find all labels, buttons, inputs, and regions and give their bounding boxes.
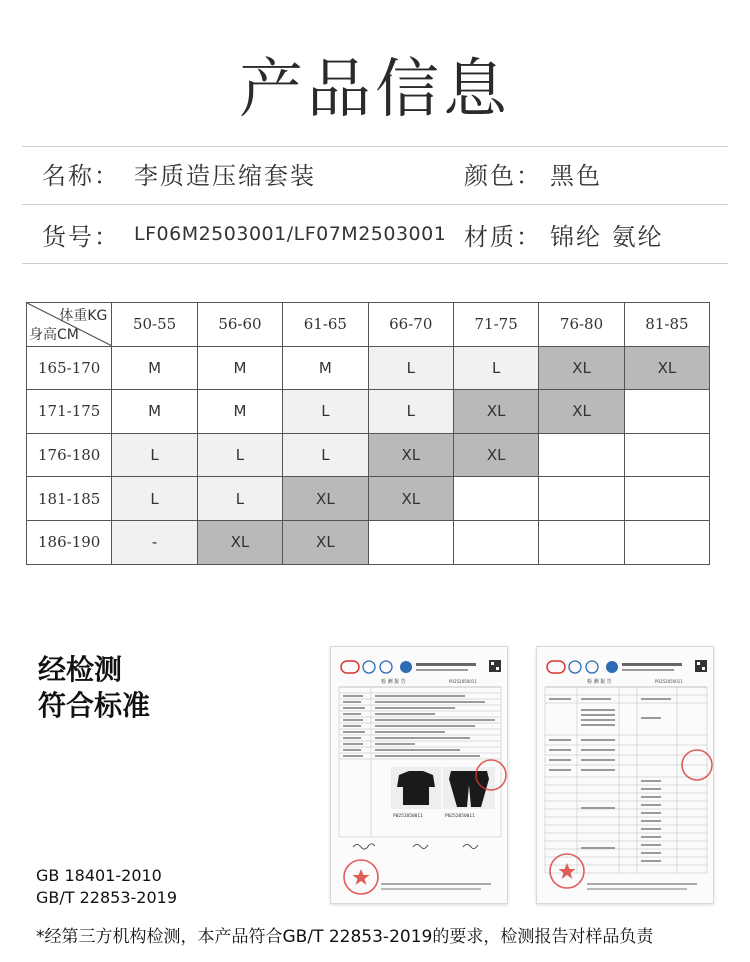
weight-header: 71-75 bbox=[453, 303, 538, 347]
size-cell bbox=[539, 520, 624, 564]
size-cell: L bbox=[197, 433, 282, 477]
test-report-page-1 bbox=[330, 646, 508, 904]
size-cell: M bbox=[197, 346, 282, 390]
cnas-logo-icon bbox=[586, 661, 598, 673]
size-cell: XL bbox=[453, 433, 538, 477]
weight-header: 76-80 bbox=[539, 303, 624, 347]
height-header: 181-185 bbox=[27, 477, 112, 521]
size-cell: M bbox=[112, 390, 197, 434]
test-report-page-2 bbox=[536, 646, 714, 904]
size-cell: L bbox=[283, 433, 368, 477]
size-cell bbox=[453, 477, 538, 521]
material-value: 锦纶 氨纶 bbox=[550, 222, 664, 251]
name-label: 名称： bbox=[42, 161, 120, 190]
size-cell: XL bbox=[368, 477, 453, 521]
size-cell: XL bbox=[624, 346, 709, 390]
size-cell: M bbox=[112, 346, 197, 390]
height-header: 165-170 bbox=[27, 346, 112, 390]
size-cell bbox=[539, 477, 624, 521]
certification-heading-line1: 经检测 bbox=[38, 653, 123, 686]
certification-heading bbox=[38, 652, 150, 724]
size-cell: M bbox=[283, 346, 368, 390]
info-row-2 bbox=[22, 205, 728, 263]
weight-axis-label: 体重KG bbox=[59, 308, 108, 324]
weight-header: 66-70 bbox=[368, 303, 453, 347]
size-table-row bbox=[27, 390, 710, 434]
sample-label-1b: P0252050011 bbox=[445, 814, 475, 819]
size-cell: L bbox=[197, 477, 282, 521]
size-cell bbox=[368, 520, 453, 564]
height-axis-label: 身高CM bbox=[29, 326, 79, 343]
size-cell: XL bbox=[283, 520, 368, 564]
cma-logo-icon bbox=[341, 661, 359, 673]
weight-header: 56-60 bbox=[197, 303, 282, 347]
height-header: 171-175 bbox=[27, 390, 112, 434]
qr-code-icon bbox=[695, 660, 707, 672]
certification-heading-line2: 符合标准 bbox=[38, 689, 151, 722]
size-table-corner bbox=[27, 303, 112, 347]
code-label: 货号： bbox=[42, 222, 120, 251]
size-cell: XL bbox=[453, 390, 538, 434]
certification-footnote: *经第三方机构检测，本产品符合GB/T 22853-2019的要求，检测报告对样品负责 bbox=[36, 927, 654, 947]
size-cell bbox=[624, 390, 709, 434]
size-cell: L bbox=[368, 390, 453, 434]
info-row-1 bbox=[22, 144, 728, 202]
report-sample-id-1: P0252050011 bbox=[449, 679, 477, 684]
size-cell bbox=[624, 433, 709, 477]
standard-1: GB 18401-2010 bbox=[36, 866, 162, 885]
sample-label-1a: P0252050011 bbox=[393, 814, 423, 819]
size-table-row bbox=[27, 346, 710, 390]
size-table-row bbox=[27, 520, 710, 564]
report-sample-id-2: P0252050011 bbox=[655, 679, 683, 684]
size-table-header-row bbox=[27, 303, 710, 347]
weight-header: 81-85 bbox=[624, 303, 709, 347]
standard-2: GB/T 22853-2019 bbox=[36, 888, 178, 907]
weight-header: 61-65 bbox=[283, 303, 368, 347]
material-label: 材质： bbox=[464, 222, 542, 251]
ilac-logo-icon bbox=[363, 661, 375, 673]
size-cell: - bbox=[112, 520, 197, 564]
qr-code-icon bbox=[489, 660, 501, 672]
report-heading-2: 检 测 报 告 bbox=[587, 679, 612, 685]
size-table-row bbox=[27, 433, 710, 477]
weight-header: 50-55 bbox=[112, 303, 197, 347]
agency-logo-icon bbox=[606, 661, 618, 673]
size-cell: L bbox=[368, 346, 453, 390]
size-cell: L bbox=[112, 433, 197, 477]
size-cell: XL bbox=[368, 433, 453, 477]
size-cell: L bbox=[283, 390, 368, 434]
code-value: LF06M2503001/LF07M2503001 bbox=[134, 223, 447, 245]
size-table-row bbox=[27, 477, 710, 521]
height-header: 186-190 bbox=[27, 520, 112, 564]
color-value: 黑色 bbox=[550, 161, 602, 190]
size-cell: XL bbox=[283, 477, 368, 521]
size-cell bbox=[624, 520, 709, 564]
cma-logo-icon bbox=[547, 661, 565, 673]
height-header: 176-180 bbox=[27, 433, 112, 477]
size-cell: M bbox=[197, 390, 282, 434]
name-value: 李质造压缩套装 bbox=[134, 161, 316, 190]
size-cell bbox=[624, 477, 709, 521]
size-cell: XL bbox=[539, 346, 624, 390]
size-chart-table bbox=[26, 302, 710, 565]
ilac-logo-icon bbox=[569, 661, 581, 673]
cnas-logo-icon bbox=[380, 661, 392, 673]
size-cell: XL bbox=[539, 390, 624, 434]
report-heading-1: 检 测 报 告 bbox=[381, 679, 406, 685]
size-cell: XL bbox=[197, 520, 282, 564]
color-label: 颜色： bbox=[464, 161, 542, 190]
size-cell bbox=[453, 520, 538, 564]
size-cell bbox=[539, 433, 624, 477]
agency-logo-icon bbox=[400, 661, 412, 673]
size-cell: L bbox=[112, 477, 197, 521]
page-title: 产品信息 bbox=[239, 53, 511, 127]
size-cell: L bbox=[453, 346, 538, 390]
divider-bottom bbox=[22, 263, 728, 264]
